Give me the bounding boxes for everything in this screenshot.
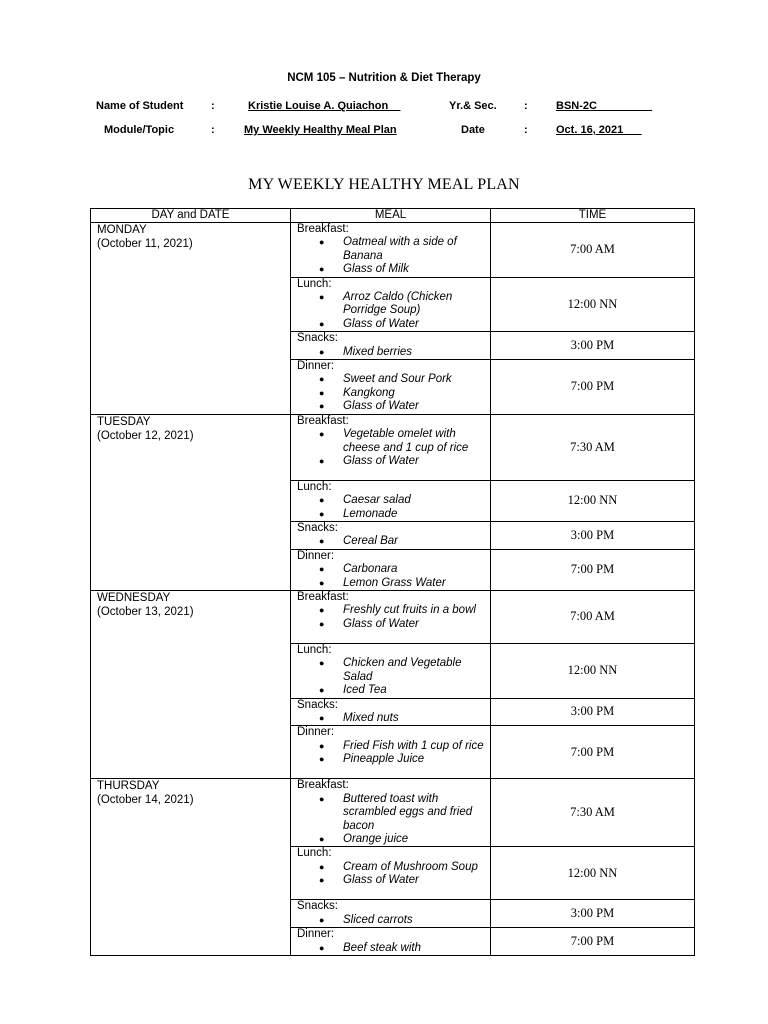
meal-item bbox=[297, 793, 490, 833]
bullet-icon: ● bbox=[319, 536, 325, 547]
bullet-icon: ● bbox=[319, 455, 325, 466]
course-title: NCM 105 – Nutrition & Diet Therapy bbox=[287, 72, 481, 84]
meal-item bbox=[297, 373, 490, 386]
meal-cell bbox=[291, 726, 491, 779]
meal-item-list bbox=[297, 942, 490, 955]
meal-item-text: Chicken and Vegetable Salad bbox=[343, 657, 462, 683]
meal-cell bbox=[291, 643, 491, 698]
meal-time: 3:00 PM bbox=[491, 900, 695, 928]
meal-type: Snacks: bbox=[297, 521, 338, 534]
meal-item-list bbox=[297, 535, 490, 548]
meal-item-list bbox=[297, 657, 490, 697]
day-name: THURSDAY bbox=[97, 780, 160, 793]
meal-item bbox=[297, 618, 490, 631]
meal-item bbox=[297, 428, 490, 455]
bullet-icon: ● bbox=[319, 875, 325, 886]
table-row bbox=[91, 223, 695, 278]
meal-item bbox=[297, 535, 490, 548]
meal-item bbox=[297, 455, 490, 468]
meal-item bbox=[297, 508, 490, 521]
meal-item-text: Vegetable omelet with cheese and 1 cup of rice bbox=[343, 428, 469, 454]
meal-item bbox=[297, 914, 490, 927]
bullet-icon: ● bbox=[319, 264, 325, 275]
meal-item-list bbox=[297, 346, 490, 359]
meal-item-text: Cereal Bar bbox=[343, 535, 398, 548]
meal-item bbox=[297, 400, 490, 413]
bullet-icon: ● bbox=[319, 318, 325, 329]
table-body bbox=[91, 223, 695, 956]
meal-item bbox=[297, 563, 490, 576]
date-colon: : bbox=[524, 124, 528, 136]
meal-cell bbox=[291, 332, 491, 360]
meal-type: Breakfast: bbox=[297, 414, 349, 427]
meal-item-list bbox=[297, 861, 490, 888]
day-date: (October 12, 2021) bbox=[97, 429, 194, 442]
table-row bbox=[91, 414, 695, 480]
day-date-cell bbox=[91, 779, 291, 956]
header-day-date: DAY and DATE bbox=[91, 209, 291, 223]
bullet-icon: ● bbox=[319, 292, 325, 303]
meal-item-text: Glass of Water bbox=[343, 454, 419, 467]
meal-item-text: Lemonade bbox=[343, 507, 398, 520]
meal-item-text: Sweet and Sour Pork bbox=[343, 373, 452, 386]
bullet-icon: ● bbox=[319, 387, 325, 398]
day-date-cell bbox=[91, 414, 291, 590]
meal-cell bbox=[291, 223, 491, 278]
bullet-icon: ● bbox=[319, 374, 325, 385]
meal-item bbox=[297, 833, 490, 846]
meal-item-list bbox=[297, 604, 490, 631]
meal-item bbox=[297, 874, 490, 887]
module-colon: : bbox=[211, 124, 215, 136]
day-name: TUESDAY bbox=[97, 415, 151, 428]
bullet-icon: ● bbox=[319, 740, 325, 751]
bullet-icon: ● bbox=[319, 914, 325, 925]
meal-item-text: Glass of Water bbox=[343, 400, 419, 413]
meal-item bbox=[297, 753, 490, 766]
meal-item bbox=[297, 684, 490, 697]
meal-item-text: Glass of Water bbox=[343, 874, 419, 887]
meal-type: Dinner: bbox=[297, 360, 335, 373]
meal-item-text: Orange juice bbox=[343, 833, 409, 845]
meal-type: Dinner: bbox=[297, 726, 335, 739]
meal-time: 3:00 PM bbox=[491, 521, 695, 549]
meal-type: Breakfast: bbox=[297, 590, 349, 603]
bullet-icon: ● bbox=[319, 834, 325, 844]
meal-type: Snacks: bbox=[297, 332, 338, 345]
bullet-icon: ● bbox=[319, 577, 325, 588]
meal-time: 7:30 AM bbox=[491, 414, 695, 480]
meal-item-text: Buttered toast with scrambled eggs and fried bacon bbox=[343, 792, 473, 832]
meal-item bbox=[297, 494, 490, 507]
date-label: Date bbox=[461, 124, 485, 136]
meal-item-text: Iced Tea bbox=[343, 684, 387, 697]
meal-time: 7:00 AM bbox=[491, 223, 695, 278]
meal-type: Breakfast: bbox=[297, 223, 349, 235]
meal-item-list bbox=[297, 712, 490, 725]
meal-item-text: Lemon Grass Water bbox=[343, 576, 446, 589]
meal-item-text: Caesar salad bbox=[343, 494, 411, 507]
meal-item-text: Glass of Water bbox=[343, 617, 419, 630]
meal-item bbox=[297, 263, 490, 276]
table-row bbox=[91, 590, 695, 643]
meal-type: Lunch: bbox=[297, 277, 332, 290]
meal-cell bbox=[291, 277, 491, 332]
meal-type: Lunch: bbox=[297, 643, 332, 656]
bullet-icon: ● bbox=[319, 942, 325, 953]
meal-item bbox=[297, 291, 490, 318]
page-title: MY WEEKLY HEALTHY MEAL PLAN bbox=[248, 176, 520, 193]
meal-time: 7:00 PM bbox=[491, 549, 695, 590]
meal-time: 3:00 PM bbox=[491, 698, 695, 726]
bullet-icon: ● bbox=[319, 508, 325, 519]
module-value: My Weekly Healthy Meal Plan bbox=[244, 124, 397, 136]
meal-item-text: Beef steak with bbox=[343, 941, 421, 954]
meal-cell bbox=[291, 847, 491, 900]
day-date: (October 14, 2021) bbox=[97, 794, 194, 807]
meal-item-text: Kangkong bbox=[343, 386, 395, 399]
meal-item-text: Freshly cut fruits in a bowl bbox=[343, 604, 476, 617]
day-date: (October 11, 2021) bbox=[97, 238, 193, 250]
meal-item-text: Arroz Caldo (Chicken Porridge Soup) bbox=[343, 291, 453, 317]
student-label: Name of Student bbox=[96, 100, 184, 112]
meal-item-text: Oatmeal with a side of Banana bbox=[343, 236, 457, 262]
meal-type: Dinner: bbox=[297, 549, 335, 562]
meal-item-text: Sliced carrots bbox=[343, 913, 413, 926]
meal-cell bbox=[291, 521, 491, 549]
meal-item bbox=[297, 236, 490, 263]
meal-item bbox=[297, 318, 490, 331]
meal-type: Dinner: bbox=[297, 928, 335, 941]
meal-item-list bbox=[297, 494, 490, 521]
meal-item bbox=[297, 657, 490, 684]
day-date-cell bbox=[91, 223, 291, 415]
bullet-icon: ● bbox=[319, 658, 325, 669]
meal-item-list bbox=[297, 291, 490, 331]
header-meal: MEAL bbox=[291, 209, 491, 223]
meal-item bbox=[297, 346, 490, 359]
bullet-icon: ● bbox=[319, 605, 325, 616]
day-name: WEDNESDAY bbox=[97, 591, 171, 604]
meal-item-list bbox=[297, 914, 490, 927]
meal-item bbox=[297, 604, 490, 617]
bullet-icon: ● bbox=[319, 429, 325, 440]
yrsec-label: Yr.& Sec. bbox=[449, 100, 497, 112]
meal-item-text: Carbonara bbox=[343, 563, 398, 576]
yrsec-value: BSN-2C_________ bbox=[556, 100, 653, 112]
bullet-icon: ● bbox=[319, 793, 325, 804]
meal-cell bbox=[291, 928, 491, 956]
meal-item bbox=[297, 861, 490, 874]
meal-type: Breakfast: bbox=[297, 779, 349, 792]
meal-cell bbox=[291, 698, 491, 726]
meal-time: 7:30 AM bbox=[491, 779, 695, 847]
header-time: TIME bbox=[491, 209, 695, 223]
day-name: MONDAY bbox=[97, 224, 147, 236]
meal-cell bbox=[291, 360, 491, 415]
meal-time: 12:00 NN bbox=[491, 847, 695, 900]
table-row bbox=[91, 779, 695, 847]
meal-time: 7:00 PM bbox=[491, 360, 695, 415]
meal-item-list bbox=[297, 373, 490, 413]
bullet-icon: ● bbox=[319, 685, 325, 696]
meal-time: 3:00 PM bbox=[491, 332, 695, 360]
bullet-icon: ● bbox=[319, 495, 325, 506]
meal-plan-table bbox=[90, 208, 695, 956]
meal-item bbox=[297, 942, 490, 955]
meal-item-list bbox=[297, 236, 490, 276]
meal-item-text: Mixed berries bbox=[343, 345, 413, 358]
meal-item bbox=[297, 577, 490, 590]
bullet-icon: ● bbox=[319, 237, 325, 248]
meal-item-list bbox=[297, 563, 490, 590]
date-value: Oct. 16, 2021___ bbox=[556, 124, 642, 136]
meal-item-text: Mixed nuts bbox=[343, 711, 399, 724]
meal-cell bbox=[291, 480, 491, 521]
meal-time: 12:00 NN bbox=[491, 277, 695, 332]
meal-time: 7:00 PM bbox=[491, 928, 695, 956]
meal-item-list bbox=[297, 740, 490, 767]
bullet-icon: ● bbox=[319, 861, 325, 872]
meal-item-list bbox=[297, 428, 490, 468]
meal-item bbox=[297, 712, 490, 725]
meal-cell bbox=[291, 779, 491, 847]
day-date: (October 13, 2021) bbox=[97, 605, 194, 618]
yrsec-colon: : bbox=[524, 100, 528, 112]
student-colon: : bbox=[211, 100, 215, 112]
meal-item bbox=[297, 387, 490, 400]
student-name-value: Kristie Louise A. Quiachon__ bbox=[248, 100, 401, 112]
bullet-icon: ● bbox=[319, 618, 325, 629]
module-label: Module/Topic bbox=[104, 124, 175, 136]
bullet-icon: ● bbox=[319, 401, 325, 412]
meal-item-text: Glass of Water bbox=[343, 317, 419, 330]
bullet-icon: ● bbox=[319, 346, 325, 357]
meal-time: 7:00 AM bbox=[491, 590, 695, 643]
meal-item-list bbox=[297, 793, 490, 847]
meal-cell bbox=[291, 549, 491, 590]
meal-type: Snacks: bbox=[297, 900, 338, 913]
meal-cell bbox=[291, 590, 491, 643]
meal-type: Lunch: bbox=[297, 847, 332, 860]
meal-cell bbox=[291, 414, 491, 480]
meal-time: 7:00 PM bbox=[491, 726, 695, 779]
meal-time: 12:00 NN bbox=[491, 643, 695, 698]
meal-item-text: Pineapple Juice bbox=[343, 753, 425, 766]
bullet-icon: ● bbox=[319, 754, 325, 765]
meal-item-text: Fried Fish with 1 cup of rice bbox=[343, 739, 484, 752]
meal-time: 12:00 NN bbox=[491, 480, 695, 521]
meal-item-text: Cream of Mushroom Soup bbox=[343, 860, 478, 873]
meal-type: Snacks: bbox=[297, 698, 338, 711]
day-date-cell bbox=[91, 590, 291, 778]
meal-item bbox=[297, 740, 490, 753]
meal-cell bbox=[291, 900, 491, 928]
bullet-icon: ● bbox=[319, 712, 325, 723]
meal-type: Lunch: bbox=[297, 480, 332, 493]
table-header-row bbox=[91, 209, 695, 223]
meal-item-text: Glass of Milk bbox=[343, 263, 409, 276]
bullet-icon: ● bbox=[319, 564, 325, 575]
